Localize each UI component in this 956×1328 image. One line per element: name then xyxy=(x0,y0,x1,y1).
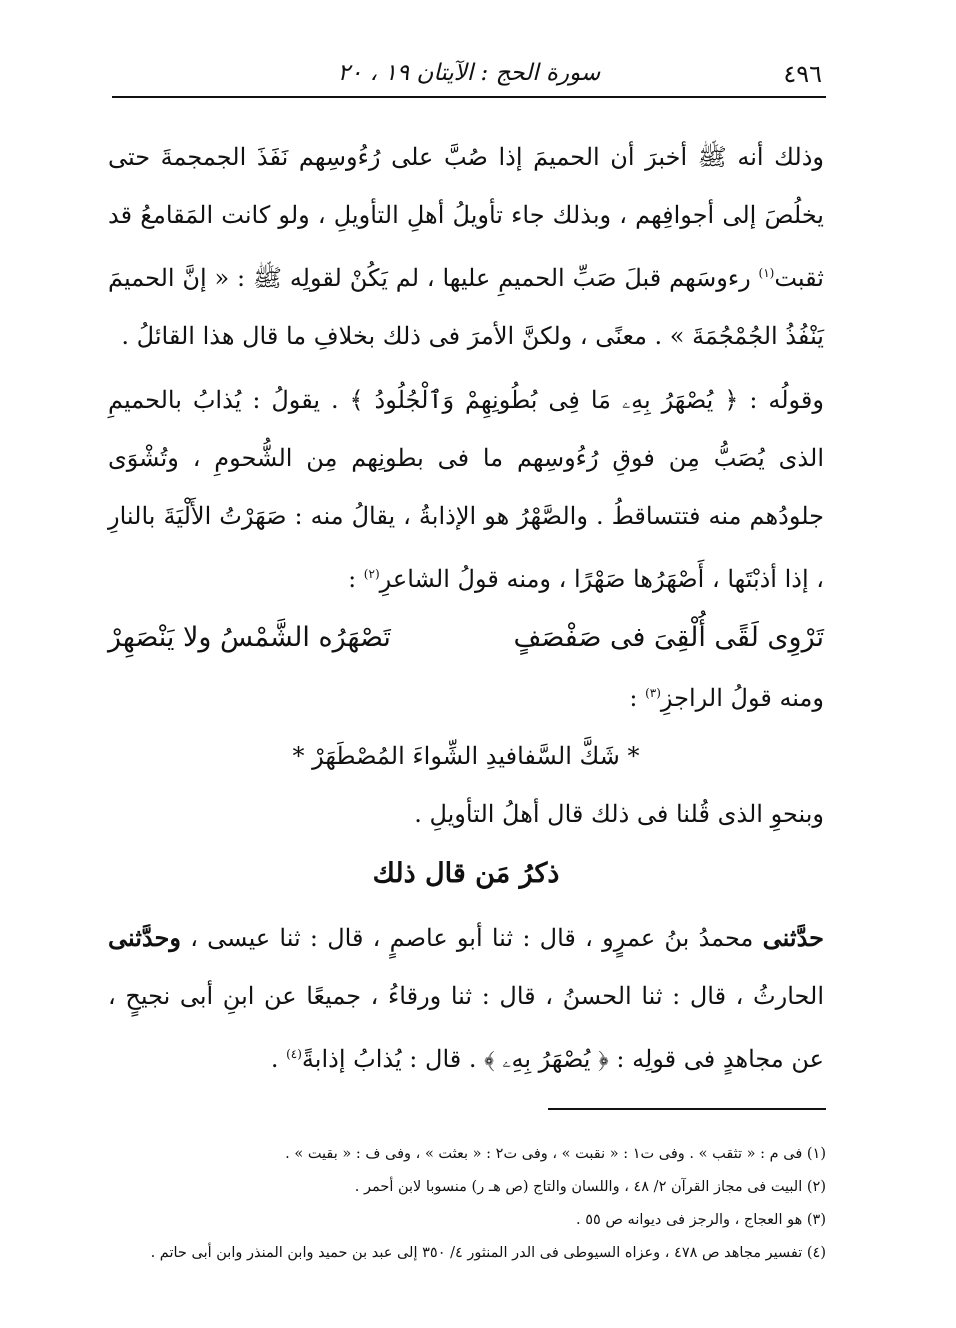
paragraph-5-text-b: الحارثُ ، قال : ثنا الحسنُ ، قال : ثنا ورقاءُ ، جميعًا عن ابنِ أبى نجيحٍ ، عن مجاهدٍ فى قولِه : ﴿ يُصْهَرُ بِهِۦ ﴾ . قال : يُذابُ إذابةً xyxy=(108,982,824,1073)
footnote-ref-4: (٤) xyxy=(286,1047,302,1061)
paragraph-3-text: ومنه قولُ الراجزِ xyxy=(660,684,824,712)
poetry-verse xyxy=(108,612,824,664)
footnote-ref-1: (١) xyxy=(758,266,775,280)
main-text xyxy=(108,128,824,1088)
narration-lead-1: حدَّثنى xyxy=(762,923,824,952)
rajaz-line: * شَكَّ السَّفافيدِ الشِّواءَ المُصْطَهَرْ * xyxy=(292,742,640,770)
verse-first-hemistich: تَرْوِى لَقًى أُلْقِىَ فى صَفْصَفٍ xyxy=(513,622,824,653)
running-title: سورة الحج : الآيتان ١٩ ، ٢٠ xyxy=(337,60,601,86)
paragraph-2-text: وقولُه : ﴿ يُصْهَرُ بِهِۦ مَا فِى بُطُونِهِمْ وَٱلْجُلُودُ ﴾ . يقولُ : يُذابُ بالحميمِ الذى يُصَبُّ مِن فوقِ رُءُوسِهم ما فى بطونِهم مِن الشُّحومِ ، وتُشْوَى جلودُهم منه فتتساقطُ . والصَّهْرُ هو الإذابةُ ، يقالُ منه : صَهَرْتُ الأَلْيَةَ بالنارِ ، إذا أذبْتَها ، أَصْهَرُها صَهْرًا ، ومنه قولُ الشاعرِ xyxy=(108,386,824,593)
footnote-4: (٤) تفسير مجاهد ص ٤٧٨ ، وعزاه السيوطى فى الدر المنثور ٤/ ٣٥٠ إلى عبد بن حميد وابن المنذر وابن أبى حاتم . xyxy=(150,1245,826,1261)
footnote-ref-2: (٢) xyxy=(363,567,380,581)
paragraph-1 xyxy=(108,128,824,365)
paragraph-5-text-a: محمدُ بنُ عمرٍو ، قال : ثنا أبو عاصمٍ ، قال : ثنا عيسى ، xyxy=(180,924,763,952)
footnote-2: (٢) البيت فى مجاز القرآن ٢/ ٤٨ ، واللسان والتاج (ص هـ ر) منسوبا لابن أحمر . xyxy=(354,1179,826,1195)
footnote-1: (١) فى م : « تثقب » . وفى ت١ : « نقبت » ، وفى ت٢ : « بعثت » ، وفى ف : « بقيت » . xyxy=(285,1146,826,1162)
footnotes xyxy=(100,1138,826,1270)
verse-second-hemistich: تَصْهَرُه الشَّمْسُ ولا يَنْصَهِرْ xyxy=(108,622,391,653)
paragraph-3 xyxy=(108,664,824,727)
paragraph-3-end: : xyxy=(629,684,646,712)
page-number: ٤٩٦ xyxy=(783,60,822,88)
footnote-3: (٣) هو العجاج ، والرجز فى ديوانه ص ٥٥ . xyxy=(576,1212,826,1228)
header-rule xyxy=(112,96,826,98)
section-heading: ذكرُ مَن قال ذلك xyxy=(372,858,560,889)
paragraph-5 xyxy=(108,909,824,1088)
footnote-ref-3: (٣) xyxy=(645,686,661,700)
page-header xyxy=(112,52,826,98)
footnote-rule xyxy=(548,1108,826,1110)
paragraph-5-end: . xyxy=(270,1045,287,1073)
narration-lead-2: وحدَّثنى xyxy=(108,923,181,952)
paragraph-2 xyxy=(108,371,824,608)
paragraph-2-end: : xyxy=(348,565,364,593)
paragraph-1-continuation: رءوسَهم قبلَ صَبِّ الحميمِ عليها ، لم يَكُنْ لقولِه ﷺ : « إنَّ الحميمَ يَنْفُذُ الجُمْجُمَةَ » . معنًى ، ولكنَّ الأمرَ فى ذلك بخلافِ ما قال هذا القائلُ . xyxy=(108,264,824,350)
paragraph-1-text: وذلك أنه ﷺ أخبرَ أن الحميمَ إذا صُبَّ على رُءُوسِهم نَفَذَ الجمجمةَ حتى يخلُصَ إلى أجوافِهم ، وبذلك جاء تأويلُ أهلِ التأويلِ ، ولو كانت المَقامعُ قد ثقبت xyxy=(108,143,824,292)
paragraph-4: وبنحوِ الذى قُلنا فى ذلك قال أهلُ التأويلِ . xyxy=(414,800,824,828)
